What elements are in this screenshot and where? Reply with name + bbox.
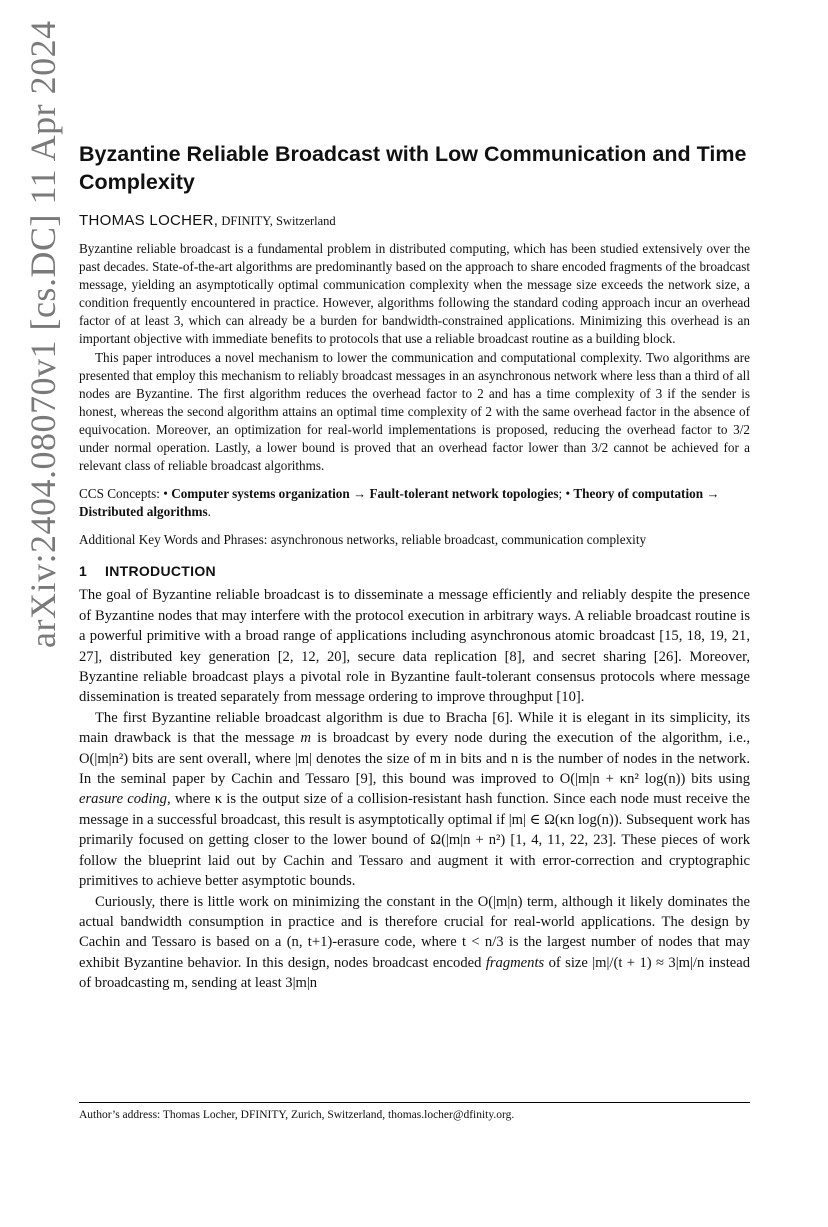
paper-title: Byzantine Reliable Broadcast with Low Communication and Time Complexity: [79, 142, 747, 194]
abstract-paragraph: This paper introduces a novel mechanism to lower the communication and computational complexity. Two algorithms are presented that employ this mechanism to reliably broadcast messages in an asynchronous network where less than a third of all nodes are Byzantine. The first algorithm reduces the overhead factor to 2 and has a time complexity of 3 if the sender is honest, whereas the second algorithm attains an optimal time complexity of 2 with the same overhead factor in the absence of equivocation. Moreover, an optimization for real-world implementations is proposed, reducing the overhead factor to 3/2 under normal operation. Lastly, a lower bound is proved that an overhead factor lower than 3/2 cannot be achieved for a relevant class of reliable broadcast algorithms.: [79, 349, 750, 474]
author-name: THOMAS LOCHER,: [79, 212, 219, 229]
ccs-end: .: [207, 504, 211, 520]
arxiv-identifier: arXiv:2404.08070v1 [cs.DC] 11 Apr 2024: [23, 20, 63, 648]
section-title: INTRODUCTION: [105, 563, 216, 580]
section-heading: [79, 563, 750, 579]
abstract-paragraph: Byzantine reliable broadcast is a fundamental problem in distributed computing, which has been studied extensively over the past decades. State-of-the-art algorithms are predominantly based on the approach to share encoded fragments of the broadcast message, yielding an asymptotically optimal communication complexity when the message size exceeds the network size, a condition frequently encountered in practice. However, algorithms following the standard coding approach incur an overhead factor of at least 3, which can already be a burden for bandwidth-constrained applications. Minimizing this overhead is an important objective with immediate benefits to protocols that use a reliable broadcast routine as a building block.: [79, 241, 750, 347]
author-line: [79, 212, 750, 230]
body-paragraph: [79, 708, 750, 892]
keywords: Additional Key Words and Phrases: asynchronous networks, reliable broadcast, communication complexity: [79, 532, 647, 548]
text-run: Curiously, there is little work on minimizing the constant in the O(|m|n) term, although it likely dominates the actual bandwidth consumption in practice and is therefore crucial for real-world applications. The design by Cachin and Tessaro is based on a (n, t+1)-erasure code, where t < n/3 is the largest number of nodes that may exhibit Byzantine behavior. In this design, nodes broadcast encoded: [79, 893, 750, 971]
text-run: The first Byzantine reliable broadcast algorithm is due to Bracha [6]. While it is elegant in its simplicity, its main drawback is that the message: [79, 709, 750, 747]
ccs-separator: ; •: [558, 486, 574, 502]
emphasis: fragments: [485, 954, 545, 971]
ccs-prefix: CCS Concepts: •: [79, 486, 172, 502]
emphasis: m: [300, 730, 312, 747]
ccs-concept-1: Computer systems organization → Fault-tolerant network topologies: [171, 486, 559, 502]
text-run: of size |m|/(t + 1) ≈ 3|m|/n instead of broadcasting m, sending at least 3|m|n: [79, 954, 750, 992]
emphasis: erasure coding: [79, 791, 167, 808]
ccs-concept-2: Theory of computation → Distributed algorithms: [79, 486, 720, 520]
footnote: Author’s address: Thomas Locher, DFINITY, Zurich, Switzerland, thomas.locher@dfinity.org.: [79, 1109, 515, 1121]
text-run: , where κ is the output size of a collision-resistant hash function. Since each node must receive the message in a successful broadcast, this result is asymptotically optimal if |m| ∈ Ω(κn log(n)). Subsequent work has primarily focused on getting closer to the lower bound of Ω(|m|n + n²) [1, 4, 11, 22, 23]. These pieces of work follow the blueprint laid out by Cachin and Tessaro and augment it with error-correction and cryptographic primitives to achieve better asymptotic bounds.: [79, 791, 750, 890]
paper-page: [79, 140, 750, 994]
footnote-rule: [79, 1102, 750, 1103]
body-paragraph: The goal of Byzantine reliable broadcast is to disseminate a message efficiently and reliably despite the presence of Byzantine nodes that may interfere with the protocol execution in arbitrary ways. A reliable broadcast routine is a powerful primitive with a broad range of applications including asynchronous atomic broadcast [15, 18, 19, 21, 27], distributed key generation [2, 12, 20], secure data replication [8], and secret sharing [26]. Moreover, Byzantine reliable broadcast plays a pivotal role in Byzantine fault-tolerant consensus protocols where message dissemination is treated separately from message ordering to improve throughput [10].: [79, 587, 750, 706]
text-run: is broadcast by every node during the execution of the algorithm, i.e., O(|m|n²) bits are sent overall, where |m| denotes the size of m in bits and n is the number of nodes in the network. In the seminal paper by Cachin and Tessaro [9], this bound was improved to O(|m|n + κn² log(n)) bits using: [79, 730, 750, 788]
body-paragraph: [79, 892, 750, 994]
ccs-concepts: [79, 485, 750, 521]
section-number: 1: [79, 563, 88, 580]
introduction-body: [79, 585, 750, 993]
author-affiliation: DFINITY, Switzerland: [218, 214, 336, 228]
abstract: [79, 240, 750, 475]
